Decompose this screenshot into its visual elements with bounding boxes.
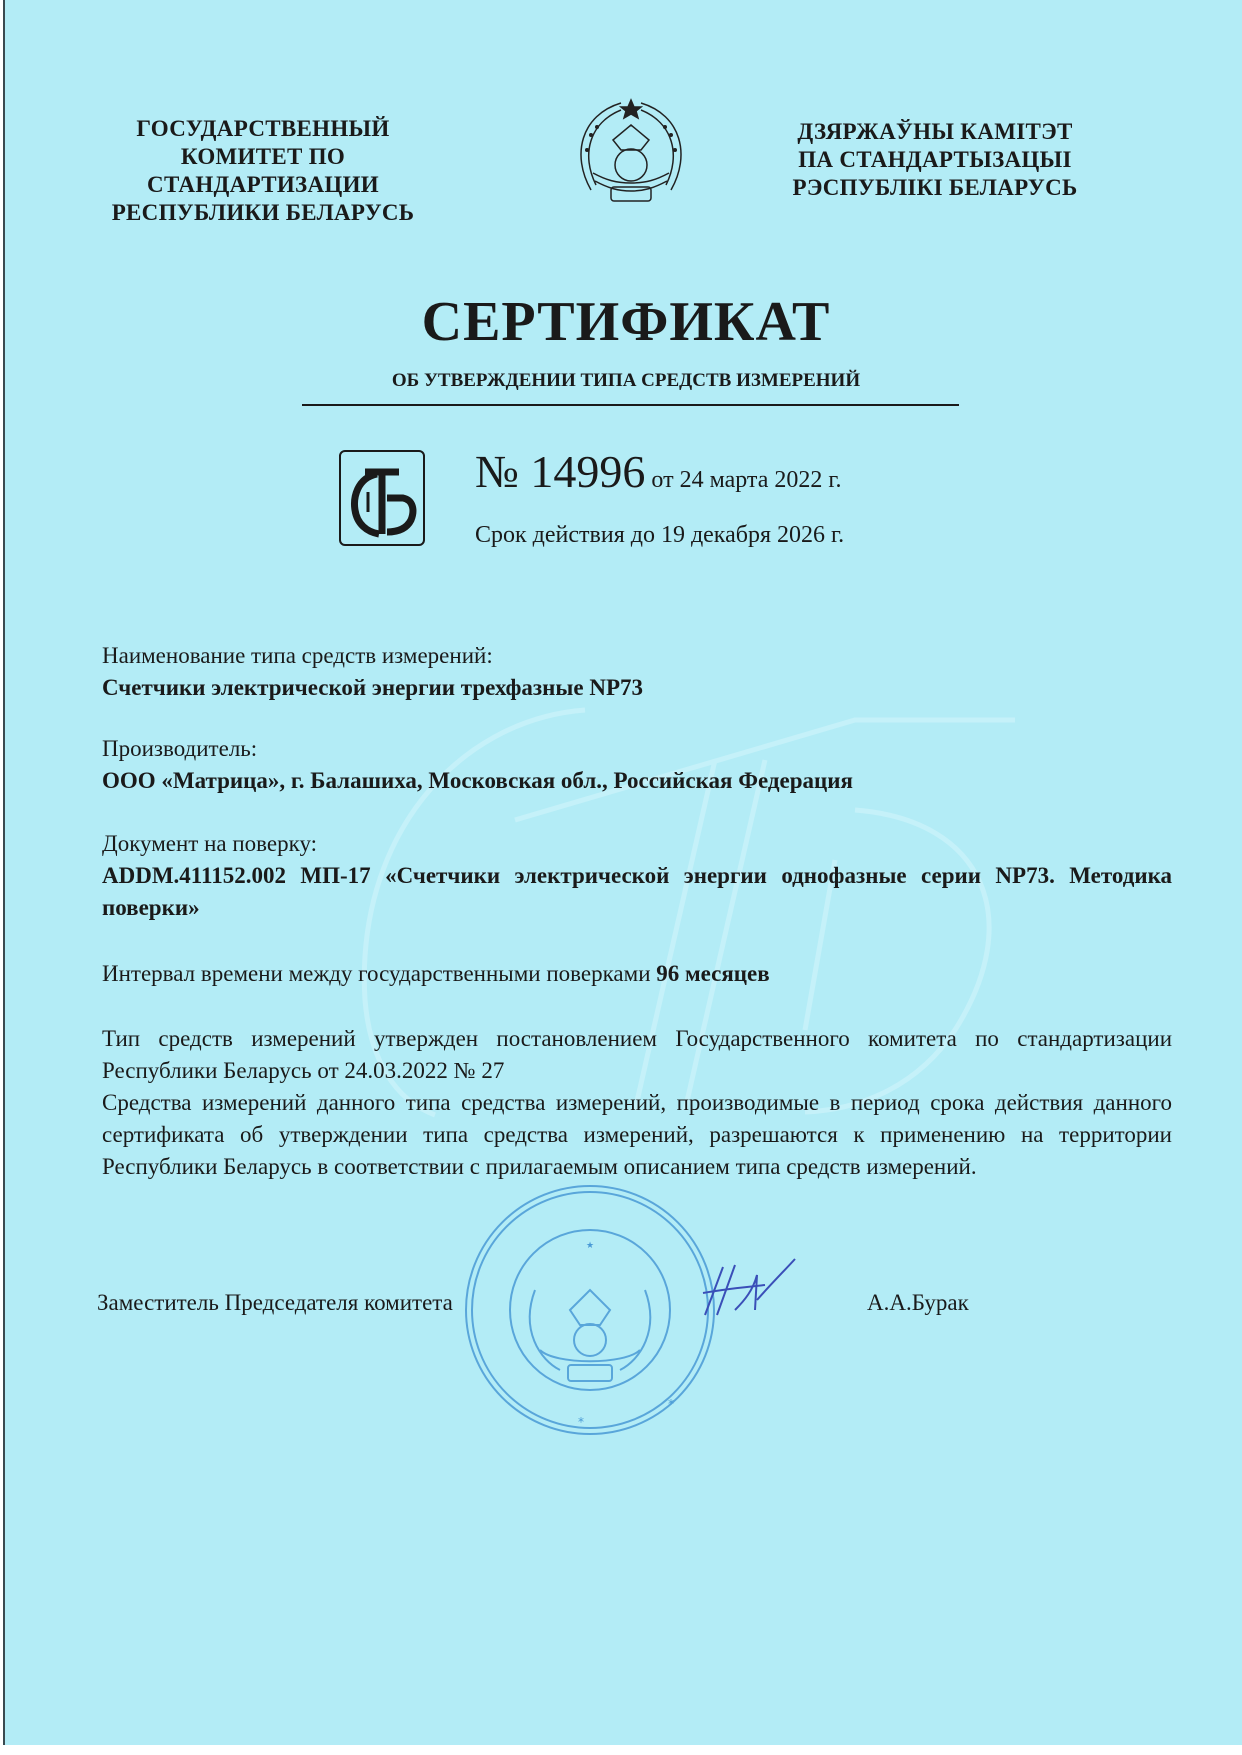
verification-doc-value: ADDM.411152.002 МП-17 «Счетчики электрической энергии однофазные серии NP73. Методика поверки» — [102, 863, 1172, 920]
belarus-coat-of-arms-icon — [571, 95, 691, 210]
permission-statement: Средства измерений данного типа средства измерений, производимые в период срока действия данного сертификата об утверждении типа средства измерений, разрешаются к применению на территории Республики Беларусь в соответствии с прилагаемым описанием типа средств измерений. — [102, 1090, 1172, 1179]
document-title: СЕРТИФИКАТ — [421, 291, 831, 353]
issue-date: от 24 марта 2022 г. — [645, 467, 842, 493]
svg-text:*: * — [578, 1415, 584, 1429]
header-line: ГОСУДАРСТВЕННЫЙ — [136, 116, 390, 141]
validity-period: Срок действия до 19 декабря 2026 г. — [475, 522, 845, 548]
header-line: РЭСПУБЛІКІ БЕЛАРУСЬ — [792, 175, 1078, 200]
certificate-number — [475, 445, 842, 498]
title-divider — [302, 404, 959, 406]
stb-logo-icon — [339, 450, 425, 546]
number-sign: № — [475, 446, 531, 497]
manufacturer-section — [102, 733, 1172, 797]
manufacturer-value: ООО «Матрица», г. Балашиха, Московская обл., Российская Федерация — [102, 768, 853, 793]
official-stamp-icon — [460, 1180, 720, 1440]
approval-statement: Тип средств измерений утвержден постановлением Государственного комитета по стандартизации Республики Беларусь от 24.03.2022 № 27 — [102, 1026, 1172, 1083]
certificate-page — [3, 0, 1242, 1745]
interval-value: 96 месяцев — [656, 961, 770, 986]
verification-doc-section — [102, 828, 1172, 924]
svg-text:★: ★ — [585, 1241, 595, 1251]
header-line: РЕСПУБЛИКИ БЕЛАРУСЬ — [111, 200, 415, 225]
header-line: СТАНДАРТИЗАЦИИ — [147, 172, 379, 197]
header-line: ДЗЯРЖАЎНЫ КАМІТЭТ — [797, 119, 1073, 144]
verification-doc-label: Документ на поверку: — [102, 831, 318, 856]
type-name-section — [102, 640, 1172, 704]
type-name-label: Наименование типа средств измерений: — [102, 643, 493, 668]
certificate-number-value: 14996 — [530, 446, 646, 497]
verification-interval — [102, 958, 1172, 990]
signatory-role: Заместитель Председателя комитета — [97, 1290, 453, 1315]
handwritten-signature-icon — [695, 1255, 805, 1325]
header-line: ПА СТАНДАРТЫЗАЦЫІ — [798, 147, 1072, 172]
manufacturer-label: Производитель: — [102, 736, 258, 761]
type-name-value: Счетчики электрической энергии трехфазные NP73 — [102, 675, 644, 700]
committee-name-belarusian — [765, 118, 1105, 202]
signatory-name: А.А.Бурак — [867, 1290, 969, 1315]
committee-name-russian — [93, 115, 433, 227]
document-subtitle: ОБ УТВЕРЖДЕНИИ ТИПА СРЕДСТВ ИЗМЕРЕНИЙ — [391, 370, 861, 391]
svg-text:*: * — [668, 1397, 674, 1411]
interval-label: Интервал времени между государственными поверками — [102, 961, 657, 986]
header-line: КОМИТЕТ ПО — [180, 144, 346, 169]
